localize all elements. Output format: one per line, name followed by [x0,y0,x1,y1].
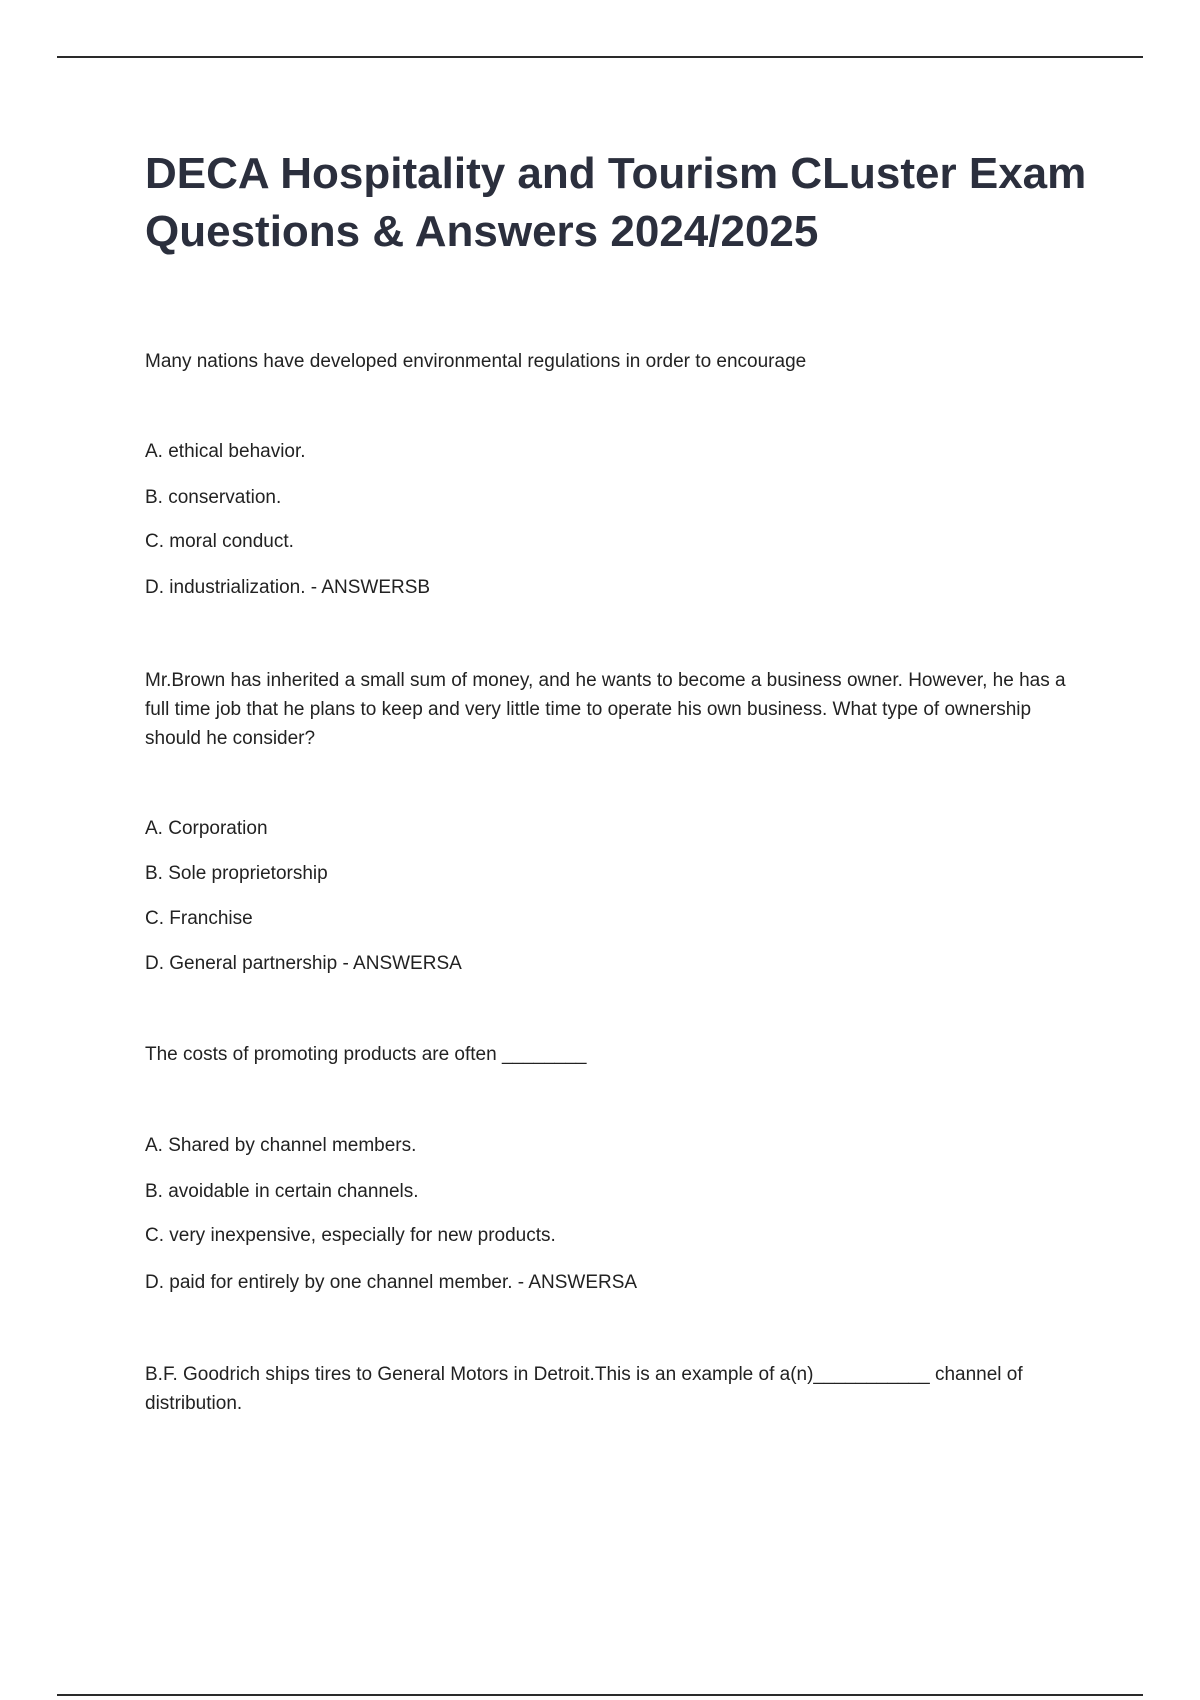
question-1-option-d: D. industrialization. - ANSWERSB [145,577,431,598]
bottom-divider [57,1694,1143,1696]
question-2-option-b: B. Sole proprietorship [145,863,328,884]
question-2-text: Mr.Brown has inherited a small sum of money, and he wants to become a business owner. However, he has a full time job that he plans to keep and very little time to operate his own business. What type of ownership should he consider? [145,670,1066,749]
question-3-text: The costs of promoting products are often ________ [145,1044,587,1065]
question-3-option-d: D. paid for entirely by one channel member. - ANSWERSA [145,1272,638,1293]
question-2-option-a: A. Corporation [145,818,268,839]
document-title: DECA Hospitality and Tourism CLuster Exam Questions & Answers 2024/2025 [145,149,1087,256]
top-divider [57,56,1143,58]
question-1-option-a: A. ethical behavior. [145,441,306,462]
question-1-text: Many nations have developed environmental regulations in order to encourage [145,351,807,372]
question-3-option-a: A. Shared by channel members. [145,1135,417,1156]
question-4-text: B.F. Goodrich ships tires to General Motors in Detroit.This is an example of a(n)___________ channel of distribution. [145,1364,1023,1414]
question-2-option-d: D. General partnership - ANSWERSA [145,953,462,974]
question-3-option-c: C. very inexpensive, especially for new products. [145,1225,556,1246]
question-1-option-c: C. moral conduct. [145,531,294,552]
question-3-option-b: B. avoidable in certain channels. [145,1181,419,1202]
question-2-option-c: C. Franchise [145,908,253,929]
question-1-option-b: B. conservation. [145,487,282,508]
